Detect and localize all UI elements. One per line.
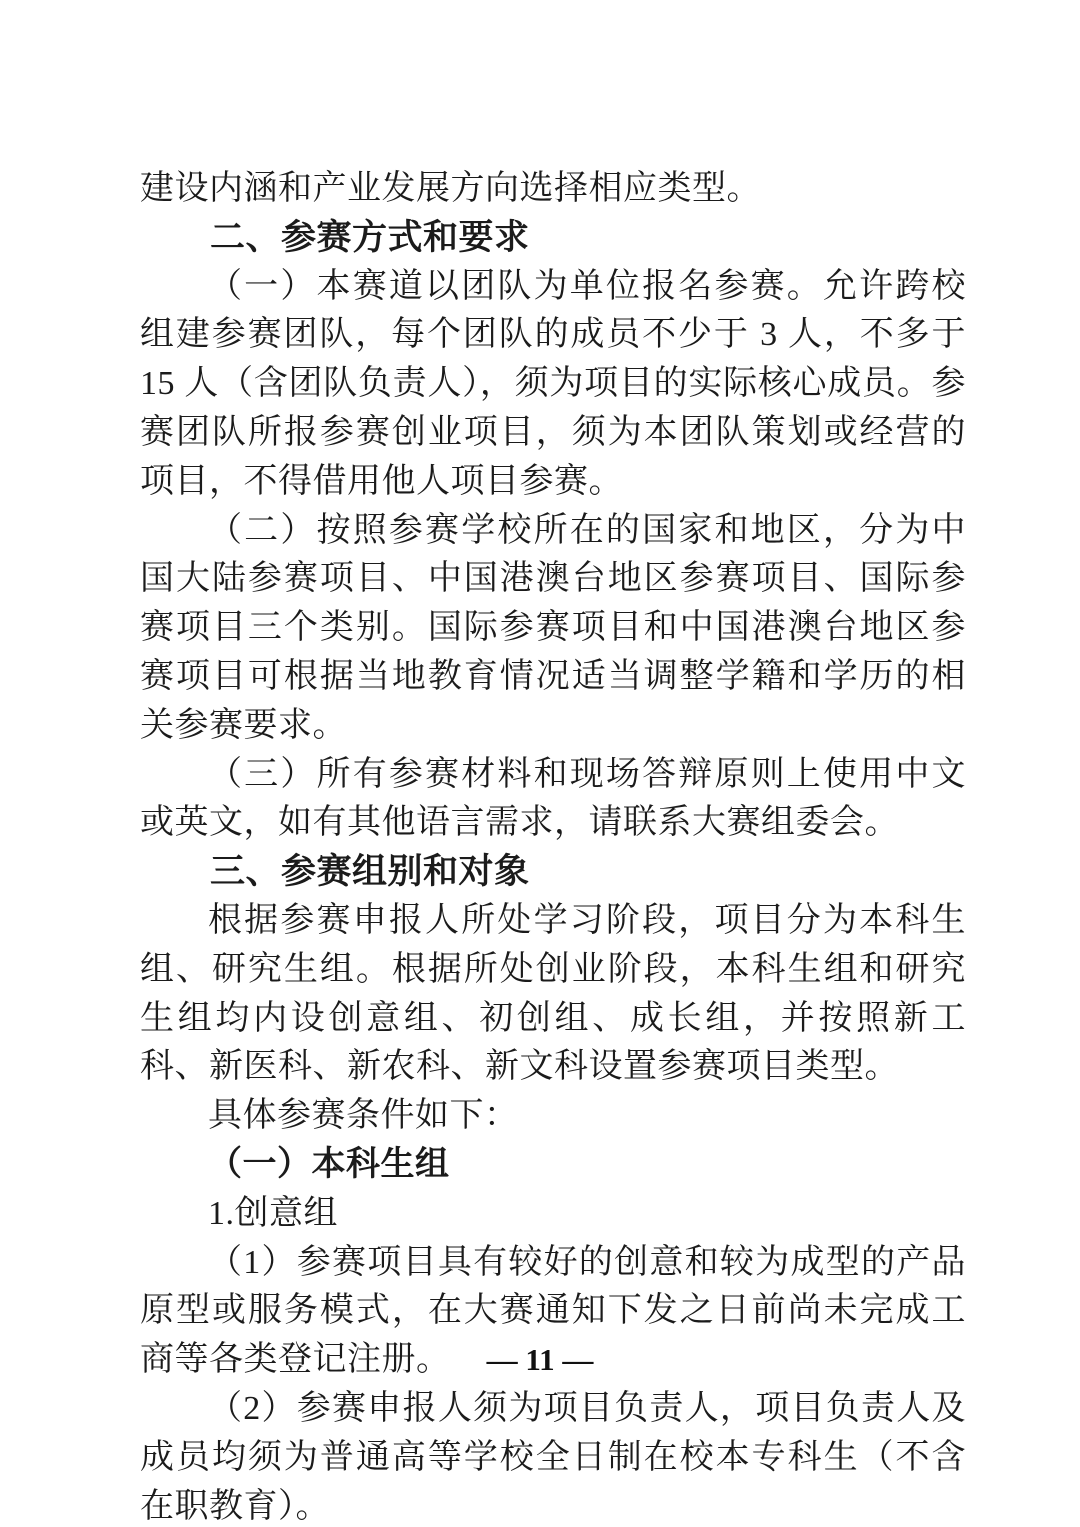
- paragraph-entry-method-1: （一）本赛道以团队为单位报名参赛。允许跨校组建参赛团队，每个团队的成员不少于 3 人，不多于 15 人（含团队负责人），须为项目的实际核心成员。参赛团队所报参赛创业项目，须为本团队策划或经营的项目，不得借用他人项目参赛。: [140, 267, 966, 500]
- paragraph-entry-method-2: （二）按照参赛学校所在的国家和地区，分为中国大陆参赛项目、中国港澳台地区参赛项目、国际参赛项目三个类别。国际参赛项目和中国港澳台地区参赛项目可根据当地教育情况适当调整学籍和学历的相关参赛要求。: [140, 511, 966, 744]
- paragraph-entry-method-3: （三）所有参赛材料和现场答辩原则上使用中文或英文，如有其他语言需求，请联系大赛组委会。: [140, 755, 966, 842]
- paragraph-creative-group-condition-2: （2）参赛申报人须为项目负责人，项目负责人及成员均须为普通高等学校全日制在校本专科生（不含在职教育）。: [140, 1389, 966, 1525]
- paragraph-continuation: 建设内涵和产业发展方向选择相应类型。: [140, 170, 761, 207]
- paragraph-groups-overview: 根据参赛申报人所处学习阶段，项目分为本科生组、研究生组。根据所处创业阶段，本科生组和研究生组均内设创意组、初创组、成长组，并按照新工科、新医科、新农科、新文科设置参赛项目类型。: [140, 901, 966, 1086]
- subsection-heading-undergraduate-group: （一）本科生组: [208, 1145, 450, 1183]
- group-label-creative-group: 1.创意组: [208, 1194, 338, 1232]
- paragraph-conditions-intro: 具体参赛条件如下：: [208, 1097, 519, 1135]
- page-number: — 11 —: [486, 1342, 594, 1377]
- paragraph-creative-group-condition-1: （1）参赛项目具有较好的创意和较为成型的产品原型或服务模式，在大赛通知下发之日前尚未完成工商等各类登记注册。: [140, 1243, 966, 1379]
- document-body: [140, 165, 966, 1527]
- section-heading-groups-and-targets: 三、参赛组别和对象: [210, 852, 530, 892]
- section-heading-entry-method: 二、参赛方式和要求: [210, 217, 530, 257]
